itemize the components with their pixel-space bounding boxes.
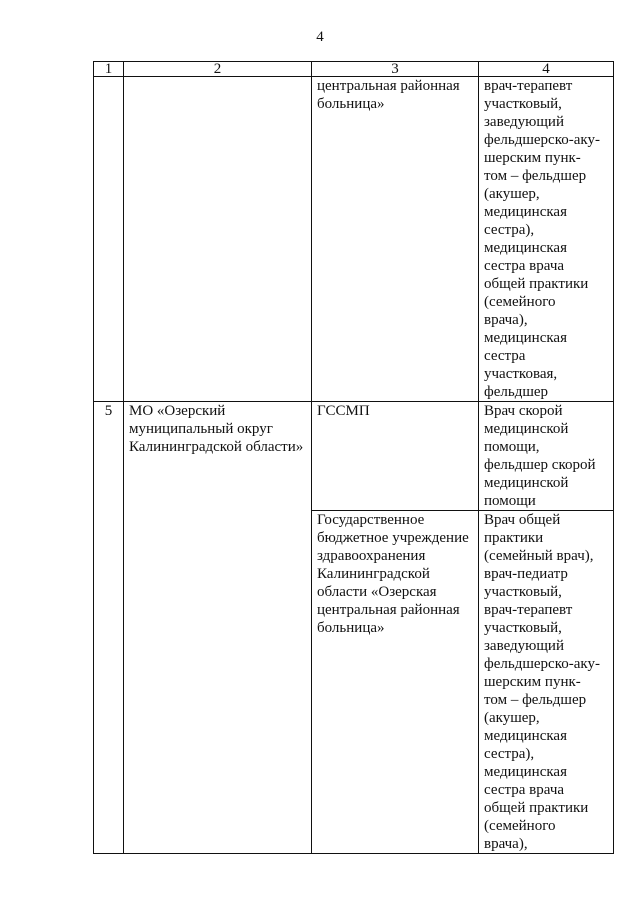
continued-positions-cell: врач-терапевт участковый, заведующий фельдшерско-аку- шерским пунк- том – фельдшер (акушер, медицинская сестра), медицинская сестра врача общей практики (семейного врача), медицинская сестра участковая, фельдшер <box>479 77 614 402</box>
document-table <box>93 61 614 854</box>
row-number-cell: 5 <box>94 402 124 854</box>
organization-cell-ambulance: ГССМП <box>312 402 479 511</box>
positions-cell-ambulance: Врач скорой медицинской помощи, фельдшер скорой медицинской помощи <box>479 402 614 511</box>
table-row-continued <box>94 77 614 402</box>
municipality-cell: МО «Озерский муниципальный округ Калининградской области» <box>124 402 312 854</box>
header-col-2: 2 <box>124 62 312 77</box>
continued-organization-cell: центральная районная больница» <box>312 77 479 402</box>
header-col-1: 1 <box>94 62 124 77</box>
continued-number-cell <box>94 77 124 402</box>
continued-municipality-cell <box>124 77 312 402</box>
header-col-3: 3 <box>312 62 479 77</box>
page-number: 4 <box>316 29 324 45</box>
header-col-4: 4 <box>479 62 614 77</box>
positions-cell-hospital: Врач общей практики (семейный врач), врач-педиатр участковый, врач-терапевт участковый, заведующий фельдшерско-аку- шерским пунк- том – фельдшер (акушер, медицинская сестра), медицинская сестра врача общей практики (семейного врача), <box>479 511 614 854</box>
table-row-5-ambulance <box>94 402 614 511</box>
organization-cell-hospital: Государственное бюджетное учреждение здравоохранения Калининградской области «Озерская центральная районная больница» <box>312 511 479 854</box>
table-header-row <box>94 62 614 77</box>
